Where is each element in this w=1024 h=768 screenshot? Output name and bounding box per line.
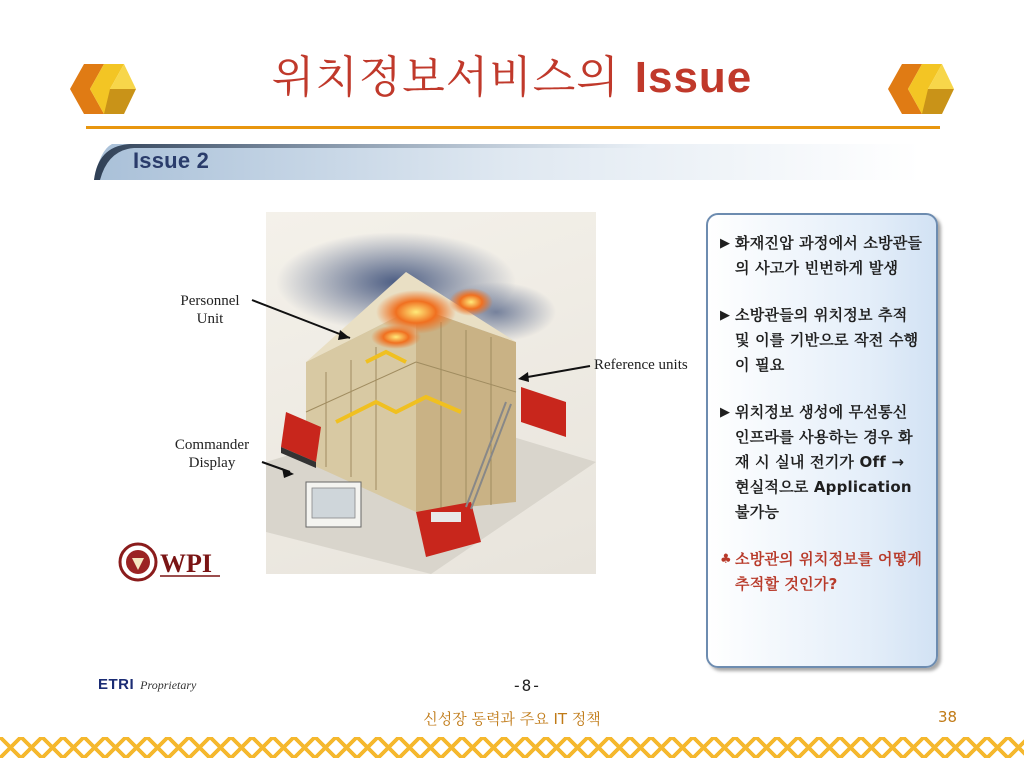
etri-logo [98,676,134,693]
callout-list [708,215,936,597]
footer-title: 신성장 동력과 주요 IT 정책 [423,710,601,728]
cube-logo-right-icon [884,56,956,122]
fire-truck-front [416,502,481,557]
proprietary-label: Proprietary [140,678,197,692]
building-illustration-drawing [266,212,596,574]
title-divider [86,126,940,129]
label-reference-units: Reference units [594,357,688,373]
callout-item-text: 위치정보 생성에 무선통신 인프라를 사용하는 경우 화재 시 실내 전기가 Off → 현실적으로 Application 불가능 [735,403,913,521]
triangle-bullet-icon: ▶ [720,308,731,323]
slide-number: 38 [938,708,958,726]
label-personnel-unit: Personnel Unit [180,293,240,327]
callout-item-question [720,547,924,597]
slide-title [0,50,1024,106]
callout-item [720,231,924,281]
building-illustration [266,212,596,574]
slide-title-en: Issue [634,53,753,102]
club-bullet-icon: ♣ [720,552,732,567]
section-header-bar [90,140,920,184]
triangle-bullet-icon: ▶ [720,236,731,251]
diamond-border-decoration [0,735,1024,761]
section-label: Issue 2 [133,148,210,173]
etri-logo-text: ETRI [98,676,135,693]
callout-item [720,400,924,525]
callout-item [720,303,924,378]
etri-footer-logo [98,674,196,693]
triangle-bullet-icon: ▶ [720,405,731,420]
wpi-logo [118,540,222,584]
callout-item-text: 화재진압 과정에서 소방관들의 사고가 빈번하게 발생 [735,234,923,277]
inner-page-marker: -8- [512,676,541,695]
wpi-logo-text: WPI [160,549,212,578]
label-commander-display: Commander Display [174,437,250,471]
fire-truck-right [521,387,566,437]
issue-callout-box [706,213,938,668]
slide-title-ko: 위치정보서비스의 [271,52,620,103]
callout-item-text: 소방관들의 위치정보 추적 및 이를 기반으로 작전 수행이 필요 [735,306,919,374]
callout-item-text: 소방관의 위치정보를 어떻게 추적할 것인가? [735,550,923,593]
